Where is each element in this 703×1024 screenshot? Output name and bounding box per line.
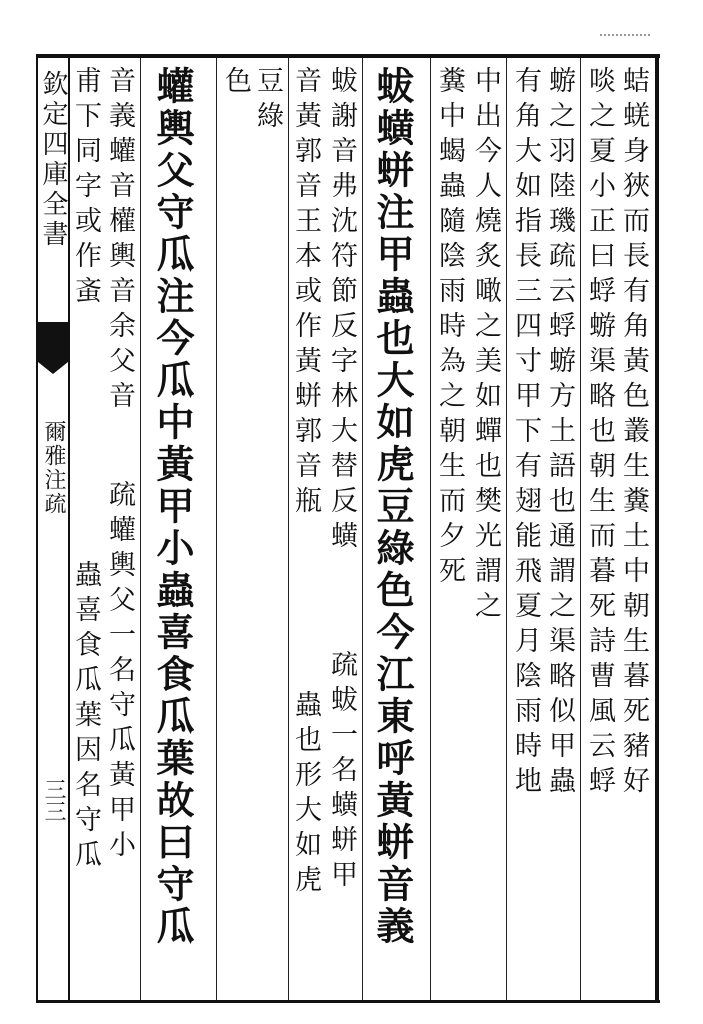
text-column: 音義蠸音權輿音余父音 — [104, 66, 135, 416]
column-rule — [140, 58, 141, 1000]
text-column: 色 — [220, 66, 251, 101]
margin-book-title: 爾雅注疏 — [41, 420, 66, 516]
margin-page-number: 三三 — [41, 778, 66, 822]
text-column: 糞中蝎蟲隨陰雨時為之朝生而夕死 — [434, 66, 465, 591]
margin-collection-title: 欽定四庫全書 — [38, 70, 68, 250]
column-rule — [430, 58, 431, 1000]
column-rule — [216, 58, 217, 1000]
text-column: 中出今人燒炙噉之美如蟬也樊光謂之 — [470, 66, 501, 626]
text-column: 疏蛂一名蟥蛢甲 — [326, 650, 357, 895]
frame-right-border — [655, 54, 659, 1003]
text-column: 音黃郭音王本或作黃蛢郭音瓶 — [290, 66, 321, 521]
page-speck — [600, 34, 650, 38]
text-column: 蛂謝音弗沈符節反字林大替反蟥 — [326, 66, 357, 556]
fishtail-mark — [38, 322, 68, 362]
column-rule — [288, 58, 289, 1000]
text-column: 蟲也形大如虎 — [290, 690, 321, 900]
text-column: 豆綠 — [252, 66, 283, 136]
text-column: 蛣蜣身狹而長有角黃色叢生糞土中朝生暮死豬好 — [618, 66, 649, 801]
text-column: 疏蠸輿父一名守瓜黃甲小 — [104, 480, 135, 865]
text-column: 有角大如指長三四寸甲下有翅能飛夏月陰雨時地 — [510, 66, 541, 801]
column-rule — [580, 58, 581, 1000]
text-column: 啖之夏小正曰蜉蝣渠略也朝生而暮死詩曹風云蜉 — [584, 66, 615, 801]
frame-bottom-border — [36, 1000, 660, 1003]
column-rule — [506, 58, 507, 1000]
text-column: 甫下同字或作蚉 — [70, 66, 101, 311]
text-column: 蟲喜食瓜葉因名守瓜 — [70, 560, 101, 875]
text-column-main: 蛂蟥蛢注甲蟲也大如虎豆綠色今江東呼黃蛢音義 — [370, 66, 415, 948]
column-rule — [362, 58, 363, 1000]
text-column: 蝣之羽陸璣疏云蜉蝣方土語也通謂之渠略似甲蟲 — [544, 66, 575, 801]
text-column-main: 蠸輿父守瓜注今瓜中黃甲小蟲喜食瓜葉故曰守瓜 — [150, 66, 195, 948]
frame-top-border — [36, 54, 660, 58]
